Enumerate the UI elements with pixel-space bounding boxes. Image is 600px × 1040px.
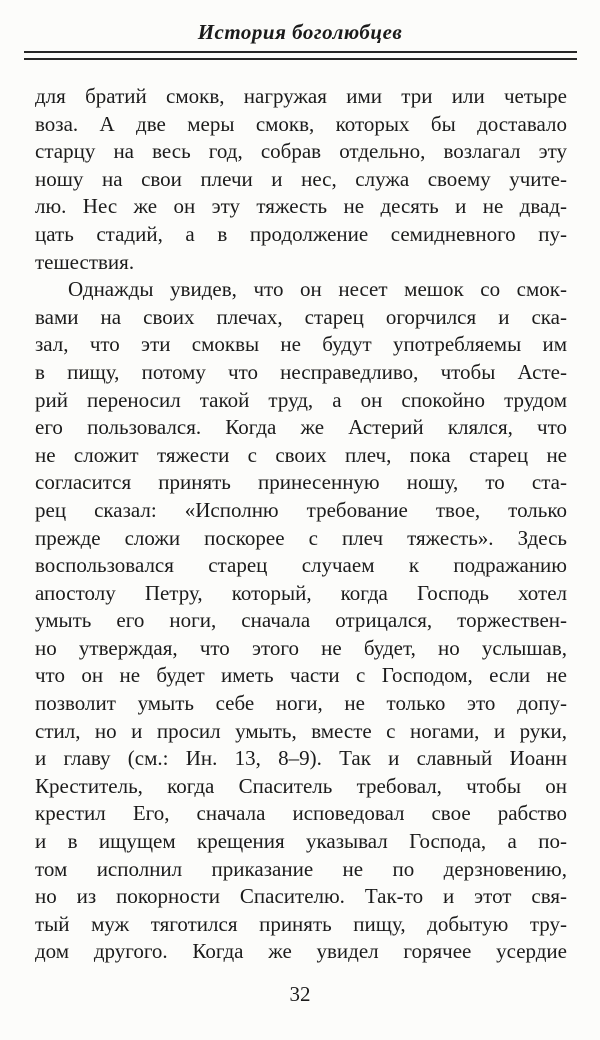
text-line: но утверждая, что этого не будет, но услышав, xyxy=(35,635,567,660)
text-line: согласится принять принесенную ношу, то ста- xyxy=(35,470,567,495)
text-line: умыть его ноги, сначала отрицался, торжествен- xyxy=(35,608,567,633)
text-line: тешествия. xyxy=(35,249,135,274)
text-line: лю. Нес же он эту тяжесть не десять и не двад- xyxy=(35,194,567,219)
text-line: и в ищущем крещения указывал Господа, а по- xyxy=(35,829,567,854)
text-line: дом другого. Когда же увидел горячее усердие xyxy=(35,939,567,964)
text-line: воспользовался старец случаем к подражанию xyxy=(35,553,567,578)
text-line: тый муж тяготился принять пищу, добытую тру- xyxy=(35,911,567,936)
text-line: цать стадий, а в продолжение семидневного пу- xyxy=(35,221,567,246)
text-line: для братий смокв, нагружая ими три или четыре xyxy=(35,84,567,108)
text-line: старцу на весь год, собрав отдельно, возлагал эту xyxy=(35,139,567,164)
text-line: крестил Его, сначала исповедовал свое рабство xyxy=(35,801,567,826)
text-line: рец сказал: «Исполню требование твое, только xyxy=(35,497,567,522)
page-number: 32 xyxy=(289,982,311,1006)
text-line: Креститель, когда Спаситель требовал, чтобы он xyxy=(35,773,567,798)
body-text xyxy=(35,83,567,966)
text-line: вами на своих плечах, старец огорчился и ска- xyxy=(35,304,567,329)
text-line: что он не будет иметь части с Господом, если не xyxy=(35,663,567,688)
text-line: воза. А две меры смокв, которых бы доставало xyxy=(35,111,567,136)
text-line: зал, что эти смоквы не будут употребляемы им xyxy=(35,332,567,357)
text-line: и главу (см.: Ин. 13, 8–9). Так и славный Иоанн xyxy=(35,746,567,771)
text-line: Однажды увидев, что он несет мешок со смок- xyxy=(68,277,567,302)
text-line: не сложит тяжести с своих плеч, пока старец не xyxy=(35,442,567,467)
text-line: позволит умыть себе ноги, не только это допу- xyxy=(35,691,567,716)
text-line: его пользовался. Когда же Астерий клялся, что xyxy=(35,415,567,440)
text-line: том исполнил приказание не по дерзновению, xyxy=(35,856,567,881)
running-head: История боголюбцев xyxy=(197,20,403,44)
text-line: рий переносил такой труд, а он спокойно трудом xyxy=(35,387,567,412)
text-line: апостолу Петру, который, когда Господь хотел xyxy=(35,580,567,605)
header-rule xyxy=(24,51,577,60)
text-line: ношу на свои плечи и нес, служа своему учите- xyxy=(35,166,567,191)
text-line: в пищу, потому что несправедливо, чтобы Асте- xyxy=(35,359,567,384)
text-line: стил, но и просил умыть, вместе с ногами, и руки, xyxy=(35,718,567,743)
text-line: но из покорности Спасителю. Так-то и этот свя- xyxy=(35,884,567,909)
text-line: прежде сложи поскорее с плеч тяжесть». Здесь xyxy=(35,525,567,550)
